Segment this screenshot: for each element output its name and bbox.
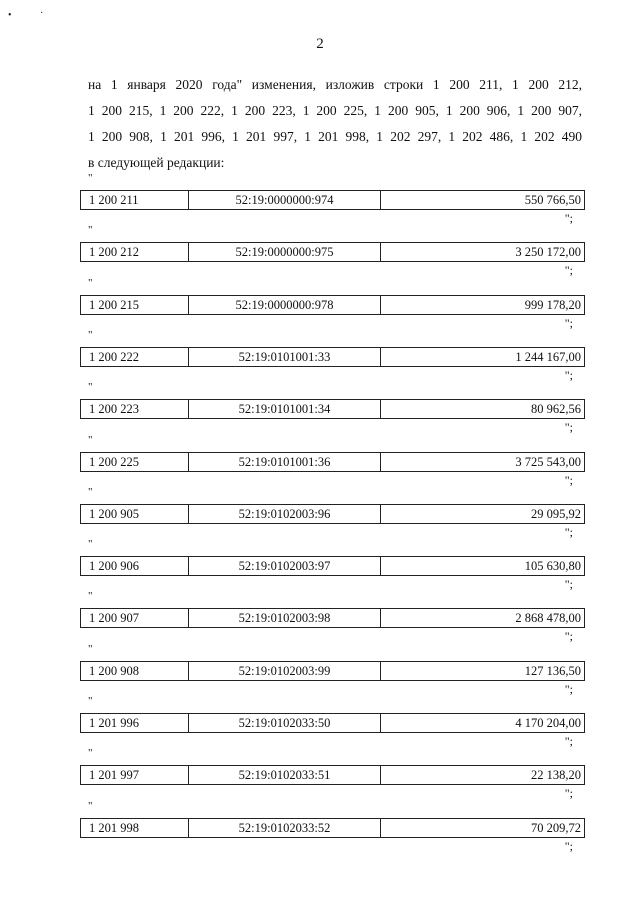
- open-quote: ": [88, 695, 93, 707]
- close-quote: ";: [564, 472, 573, 487]
- cadastral-number-cell: 52:19:0000000:978: [189, 296, 381, 314]
- scan-mark: ·: [40, 8, 44, 19]
- open-quote: ": [88, 224, 93, 237]
- close-quote: ";: [564, 263, 573, 278]
- table-row: [80, 295, 585, 315]
- cadastral-number-cell: 52:19:0000000:975: [189, 243, 381, 261]
- close-quote: ";: [564, 420, 573, 435]
- intro-paragraph: [88, 72, 582, 176]
- table-row: [80, 452, 585, 472]
- close-quote: ";: [564, 838, 573, 853]
- row-number-cell: 1 200 222: [81, 348, 189, 366]
- cadastral-number-cell: 52:19:0102003:99: [189, 662, 381, 680]
- open-quote: ": [88, 172, 93, 184]
- cadastral-number-cell: 52:19:0102003:96: [189, 505, 381, 523]
- intro-line: на 1 января 2020 года" изменения, изложив строки 1 200 211, 1 200 212,: [88, 77, 582, 92]
- intro-line: в следующей редакции:: [88, 155, 225, 170]
- value-cell: 2 868 478,00: [515, 611, 581, 626]
- page-number: 2: [316, 36, 324, 52]
- value-cell: 22 138,20: [531, 768, 581, 783]
- table-row: [80, 661, 585, 681]
- close-quote: ";: [564, 681, 573, 696]
- table-row: [80, 818, 585, 838]
- table-row: [80, 399, 585, 419]
- value-cell: 1 244 167,00: [515, 349, 581, 364]
- cadastral-number-cell: 52:19:0102033:51: [189, 766, 381, 784]
- value-cell: 550 766,50: [524, 193, 581, 207]
- cadastral-number-cell: 52:19:0101001:33: [189, 348, 381, 366]
- row-number-cell: 1 201 997: [81, 766, 189, 784]
- open-quote: ": [88, 381, 93, 394]
- cadastral-number-cell: 52:19:0101001:36: [189, 453, 381, 471]
- open-quote: ": [88, 276, 93, 289]
- close-quote: ";: [564, 524, 573, 539]
- row-number-cell: 1 201 998: [81, 819, 189, 837]
- row-number-cell: 1 200 211: [81, 191, 189, 209]
- row-number-cell: 1 200 906: [81, 557, 189, 575]
- close-quote: ";: [564, 577, 573, 592]
- table-row: [80, 504, 585, 524]
- table-row: [80, 347, 585, 367]
- value-cell: 127 136,50: [524, 663, 581, 678]
- value-cell: 105 630,80: [524, 559, 581, 574]
- table-row: [80, 556, 585, 576]
- value-cell: 3 725 543,00: [515, 454, 581, 469]
- open-quote: ": [88, 799, 93, 812]
- close-quote: ";: [564, 211, 573, 225]
- value-cell: 29 095,92: [531, 506, 581, 521]
- table-row: [80, 713, 585, 733]
- value-cell: 999 178,20: [524, 297, 581, 312]
- value-cell: 3 250 172,00: [515, 245, 581, 260]
- close-quote: ";: [564, 629, 573, 644]
- open-quote: ": [88, 642, 93, 655]
- scan-mark: •: [8, 10, 12, 21]
- close-quote: ";: [564, 734, 573, 748]
- close-quote: ";: [564, 367, 573, 382]
- cadastral-number-cell: 52:19:0102033:50: [189, 714, 381, 732]
- row-number-cell: 1 200 223: [81, 400, 189, 418]
- close-quote: ";: [564, 315, 573, 330]
- open-quote: ": [88, 538, 93, 551]
- close-quote: ";: [564, 786, 573, 801]
- open-quote: ": [88, 590, 93, 603]
- value-cell: 4 170 204,00: [515, 716, 581, 730]
- table-row: [80, 608, 585, 628]
- row-number-cell: 1 200 212: [81, 243, 189, 261]
- cadastral-number-cell: 52:19:0102033:52: [189, 819, 381, 837]
- row-number-cell: 1 200 215: [81, 296, 189, 314]
- cadastral-number-cell: 52:19:0101001:34: [189, 400, 381, 418]
- cadastral-number-cell: 52:19:0102003:97: [189, 557, 381, 575]
- value-cell: 80 962,56: [531, 402, 581, 417]
- table-row: [80, 765, 585, 785]
- table-row: [80, 190, 585, 210]
- row-number-cell: 1 200 908: [81, 662, 189, 680]
- open-quote: ": [88, 485, 93, 498]
- cadastral-number-cell: 52:19:0000000:974: [189, 191, 381, 209]
- value-cell: 70 209,72: [531, 820, 581, 835]
- table-row: [80, 242, 585, 262]
- cadastral-number-cell: 52:19:0102003:98: [189, 609, 381, 627]
- row-number-cell: 1 201 996: [81, 714, 189, 732]
- row-number-cell: 1 200 225: [81, 453, 189, 471]
- open-quote: ": [88, 747, 93, 760]
- row-number-cell: 1 200 905: [81, 505, 189, 523]
- row-number-cell: 1 200 907: [81, 609, 189, 627]
- intro-line: 1 200 215, 1 200 222, 1 200 223, 1 200 225, 1 200 905, 1 200 906, 1 200 907,: [88, 103, 582, 118]
- intro-line: 1 200 908, 1 201 996, 1 201 997, 1 201 998, 1 202 297, 1 202 486, 1 202 490: [88, 129, 582, 144]
- open-quote: ": [88, 433, 93, 446]
- open-quote: ": [88, 328, 93, 341]
